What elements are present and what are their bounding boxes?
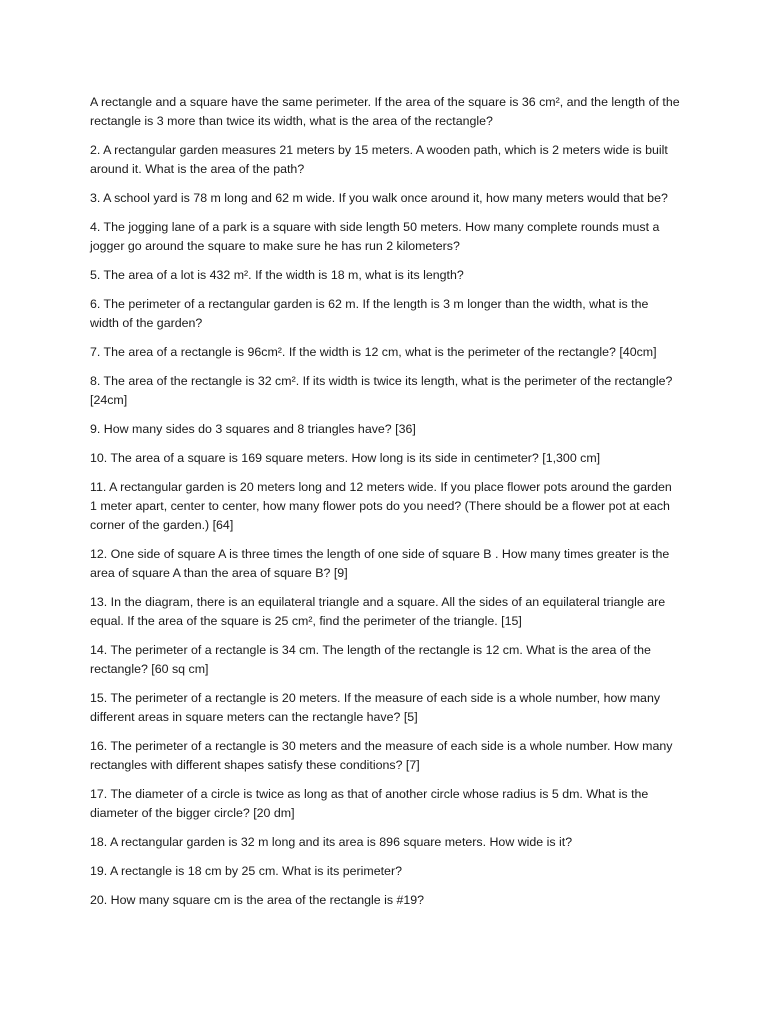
problem-14: 14. The perimeter of a rectangle is 34 cm. The length of the rectangle is 12 cm. What is the area of the rectangle? [60 sq cm] bbox=[90, 643, 651, 676]
problem-2: 2. A rectangular garden measures 21 meters by 15 meters. A wooden path, which is 2 meters wide is built around it. What is the area of the path? bbox=[90, 143, 668, 176]
problem-4: 4. The jogging lane of a park is a square with side length 50 meters. How many complete rounds must a jogger go around the square to make sure he has run 2 kilometers? bbox=[90, 220, 660, 253]
problem-19: 19. A rectangle is 18 cm by 25 cm. What is its perimeter? bbox=[90, 864, 402, 878]
problem-6: 6. The perimeter of a rectangular garden is 62 m. If the length is 3 m longer than the width, what is the width of the garden? bbox=[90, 297, 649, 330]
problem-10: 10. The area of a square is 169 square meters. How long is its side in centimeter? [1,300 cm] bbox=[90, 451, 601, 465]
problem-17: 17. The diameter of a circle is twice as long as that of another circle whose radius is 5 dm. What is the diameter of the bigger circle? [20 dm] bbox=[90, 787, 649, 820]
problem-20: 20. How many square cm is the area of the rectangle is #19? bbox=[90, 893, 425, 907]
problem-3: 3. A school yard is 78 m long and 62 m wide. If you walk once around it, how many meters would that be? bbox=[90, 191, 668, 205]
problem-8: 8. The area of the rectangle is 32 cm². If its width is twice its length, what is the perimeter of the rectangle? [24cm] bbox=[90, 374, 673, 407]
problem-7: 7. The area of a rectangle is 96cm². If the width is 12 cm, what is the perimeter of the rectangle? [40cm] bbox=[90, 345, 657, 359]
problem-15: 15. The perimeter of a rectangle is 20 meters. If the measure of each side is a whole number, how many different areas in square meters can the rectangle have? [5] bbox=[90, 691, 661, 724]
worksheet bbox=[90, 93, 680, 920]
problem-1: A rectangle and a square have the same perimeter. If the area of the square is 36 cm², and the length of the rectangle is 3 more than twice its width, what is the area of the rectangle? bbox=[90, 95, 680, 128]
problem-13: 13. In the diagram, there is an equilateral triangle and a square. All the sides of an equilateral triangle are equal. If the area of the square is 25 cm², find the perimeter of the triangle. [15] bbox=[90, 595, 666, 628]
problem-11: 11. A rectangular garden is 20 meters long and 12 meters wide. If you place flower pots around the garden 1 meter apart, center to center, how many flower pots do you need? (There should be a flower pot at each corner of the garden.) [64] bbox=[90, 480, 672, 532]
problem-12: 12. One side of square A is three times the length of one side of square B . How many times greater is the area of square A than the area of square B? [9] bbox=[90, 547, 670, 580]
problem-5: 5. The area of a lot is 432 m². If the width is 18 m, what is its length? bbox=[90, 268, 464, 282]
problem-9: 9. How many sides do 3 squares and 8 triangles have? [36] bbox=[90, 422, 416, 436]
problem-16: 16. The perimeter of a rectangle is 30 meters and the measure of each side is a whole number. How many rectangles with different shapes satisfy these conditions? [7] bbox=[90, 739, 673, 772]
problem-18: 18. A rectangular garden is 32 m long and its area is 896 square meters. How wide is it? bbox=[90, 835, 573, 849]
